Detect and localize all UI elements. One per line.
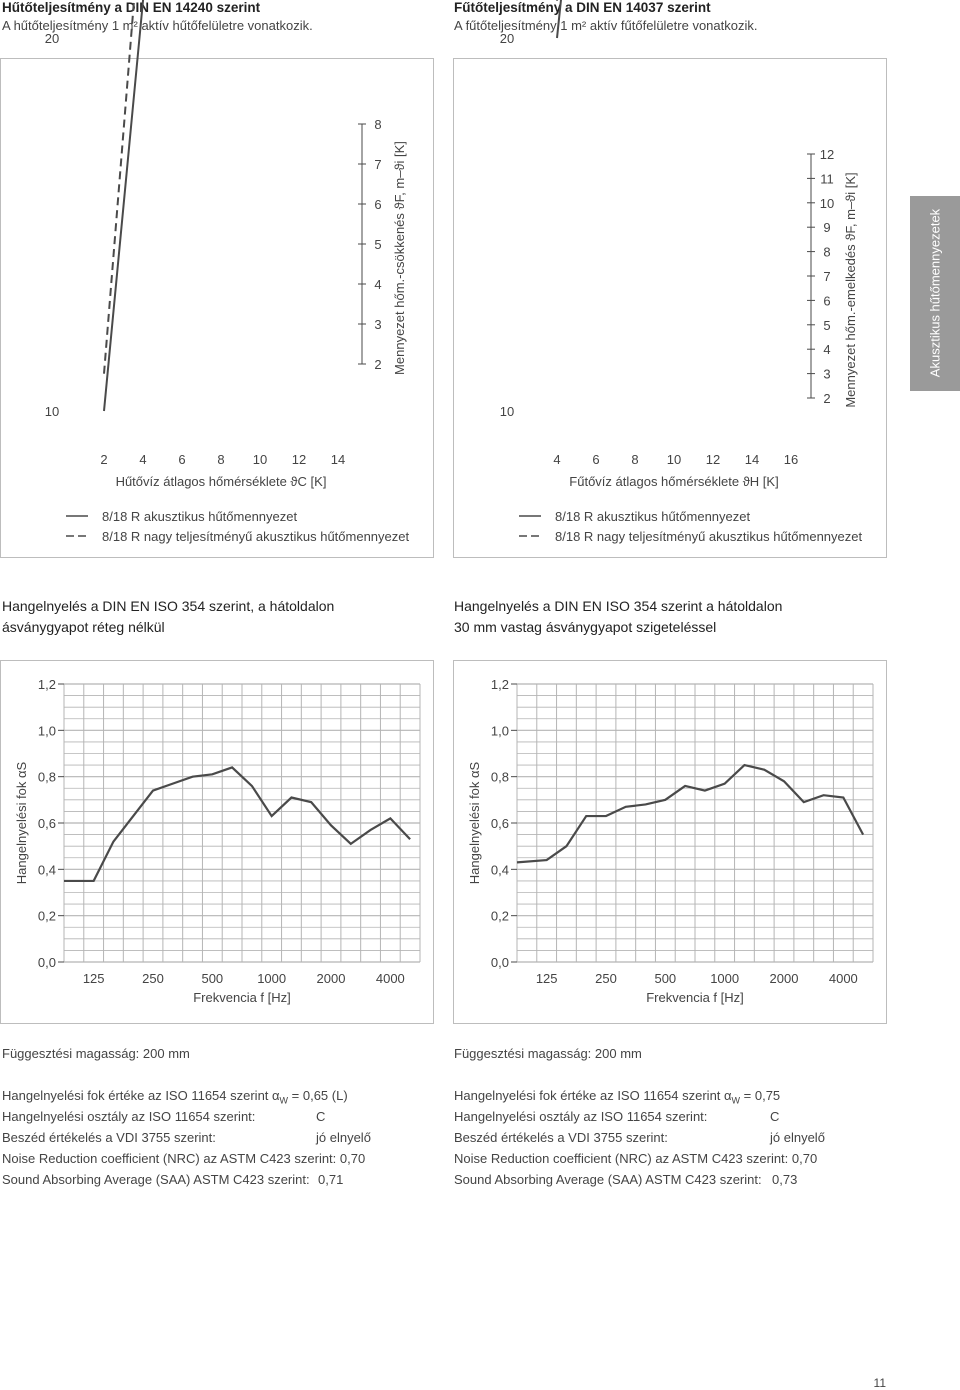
left-heat-title: Hűtőteljesítmény a DIN EN 14240 szerint — [2, 0, 261, 15]
x-tick-label: 500 — [201, 971, 224, 986]
absorption-line — [64, 767, 410, 881]
x-axis-title: Hűtővíz átlagos hőmérséklete ϑC [K] — [115, 474, 327, 489]
y2-tick-label: 6 — [823, 293, 831, 309]
x-tick-label: 10 — [252, 452, 268, 467]
y-tick-label: 0,2 — [490, 908, 509, 924]
spec-value: = 0,75 — [740, 1088, 781, 1103]
left-heat-subtitle: A hűtőteljesítmény 1 m² aktív hűtőfelületre vonatkozik. — [2, 18, 313, 33]
legend-label: 8/18 R akusztikus hűtőmennyezet — [102, 509, 298, 524]
legend-label: 8/18 R akusztikus hűtőmennyezet — [555, 509, 751, 524]
x-tick-label: 4000 — [828, 971, 858, 986]
x-tick-label: 14 — [330, 452, 346, 467]
y-tick-label: 1,2 — [490, 677, 509, 692]
y-axis-title: Hangelnyelési fok αS — [467, 761, 482, 885]
y-tick-label: 1,2 — [37, 677, 56, 692]
y2-tick-label: 3 — [823, 366, 831, 382]
left-acoustic-title-line2: ásványgyapot réteg nélkül — [2, 619, 165, 635]
y-tick-label: 0,0 — [490, 955, 509, 970]
spec-subscript: W — [731, 1095, 741, 1106]
left-heat-lines — [104, 0, 365, 411]
x-tick-label: 2000 — [316, 971, 346, 986]
x-axis-title: Frekvencia f [Hz] — [646, 990, 744, 1005]
y-tick-label: 1,0 — [490, 723, 509, 739]
page-number: 11 — [873, 1376, 886, 1390]
spec-value: jó elnyelő — [770, 1130, 825, 1145]
spec-value: C — [770, 1109, 780, 1124]
spec-label: Beszéd értékelés a VDI 3755 szerint: — [454, 1130, 668, 1145]
y2-tick-label: 7 — [374, 157, 382, 172]
y2-tick-label: 8 — [823, 244, 831, 260]
y2-tick-label: 5 — [374, 237, 382, 252]
spec-value: = 0,65 (L) — [288, 1088, 348, 1103]
y2-tick-label: 12 — [819, 147, 835, 162]
series-line-dashed — [104, 0, 338, 374]
y2-axis-title: Mennyezet hőm.-emelkedés ϑF, m–ϑi [K] — [843, 172, 858, 408]
x-tick-label: 14 — [744, 452, 760, 467]
x-tick-label: 250 — [142, 971, 164, 986]
y-tick-label: 1,0 — [37, 723, 56, 739]
right-heat-chart — [453, 31, 885, 556]
left-acoustic-grid — [64, 684, 420, 962]
y2-tick-label: 2 — [374, 357, 382, 372]
y-tick-label: 10 — [499, 404, 515, 419]
y-tick-label: 0,4 — [490, 862, 509, 878]
y2-tick-label: 5 — [823, 317, 831, 333]
y-tick-label: 20 — [44, 31, 60, 46]
y2-tick-label: 10 — [819, 195, 835, 211]
x-tick-label: 8 — [217, 452, 225, 467]
x-tick-label: 12 — [291, 452, 307, 467]
y2-tick-label: 7 — [823, 269, 831, 284]
spec-label: Hangelnyelési osztály az ISO 11654 szerint: — [2, 1109, 256, 1124]
y2-tick-label: 8 — [374, 117, 382, 132]
right-heat-title: Fűtőteljesítmény a DIN EN 14037 szerint — [454, 0, 711, 15]
spec-value: 0,71 — [318, 1172, 344, 1187]
left-heat-yticks — [45, 0, 59, 419]
x-tick-label: 4 — [553, 452, 561, 467]
y2-tick-label: 2 — [823, 391, 831, 406]
right-spec-row — [454, 1088, 780, 1106]
spec-label: Hangelnyelési fok értéke az ISO 11654 szerint α — [2, 1088, 280, 1103]
spec-value: C — [316, 1109, 326, 1124]
y-tick-label: 0,4 — [37, 862, 56, 878]
x-tick-label: 2000 — [769, 971, 799, 986]
spec-value: 0,70 — [791, 1151, 818, 1166]
x-axis-title: Fűtővíz átlagos hőmérséklete ϑH [K] — [569, 474, 779, 489]
y2-tick-label: 4 — [823, 342, 831, 358]
y-tick-label: 0,6 — [490, 816, 509, 831]
y-tick-label: 0,2 — [37, 908, 56, 924]
right-spec-row — [454, 1172, 798, 1187]
y2-tick-label: 6 — [374, 197, 382, 212]
y-tick-label: 0,0 — [37, 955, 56, 970]
right-acoustic-title-line1: Hangelnyelés a DIN EN ISO 354 szerint a hátoldalon — [454, 598, 783, 614]
y-axis-title: Hangelnyelési fok αS — [14, 761, 29, 885]
x-tick-label: 16 — [783, 452, 799, 467]
right-acoustic-ticks — [467, 677, 858, 1005]
left-acoustic-chart — [0, 660, 432, 1022]
right-heat-y2ticks — [807, 147, 858, 408]
legend-label: 8/18 R nagy teljesítményű akusztikus hűtőmennyezet — [555, 529, 863, 544]
x-tick-label: 1000 — [257, 971, 287, 986]
x-tick-label: 125 — [82, 971, 105, 986]
legend-label: 8/18 R nagy teljesítményű akusztikus hűtőmennyezet — [102, 529, 410, 544]
left-heat-legend — [66, 509, 410, 544]
sidebar-tab-label: Akusztikus hűtőmennyezetek — [927, 208, 943, 378]
right-heat-subtitle: A fűtőteljesítmény 1 m² aktív fűtőfelületre vonatkozik. — [454, 18, 758, 33]
spec-label: Beszéd értékelés a VDI 3755 szerint: — [2, 1130, 216, 1145]
left-heat-y2ticks — [358, 117, 407, 375]
left-acoustic-title-line1: Hangelnyelés a DIN EN ISO 354 szerint, a hátoldalon — [2, 598, 335, 614]
right-acoustic-grid — [517, 684, 873, 962]
right-spec-row — [454, 1109, 780, 1124]
left-spec-row — [2, 1088, 348, 1106]
absorption-line — [517, 765, 863, 862]
y-tick-label: 20 — [499, 31, 515, 46]
right-suspension-height: Függesztési magasság: 200 mm — [454, 1046, 642, 1061]
x-tick-label: 12 — [705, 452, 721, 467]
left-heat-xticks — [100, 452, 345, 467]
left-suspension-height: Függesztési magasság: 200 mm — [2, 1046, 190, 1061]
spec-label: Noise Reduction coefficient (NRC) az ASTM C423 szerint: — [454, 1151, 789, 1166]
right-spec-row — [454, 1130, 825, 1145]
right-heat-xticks — [553, 452, 798, 467]
x-tick-label: 500 — [654, 971, 677, 986]
x-axis-title: Frekvencia f [Hz] — [193, 990, 291, 1005]
left-spec-row — [2, 1130, 371, 1145]
left-spec-row — [2, 1172, 344, 1187]
x-tick-label: 10 — [666, 452, 682, 467]
right-heat-yticks — [500, 0, 514, 419]
x-tick-label: 4000 — [375, 971, 405, 986]
y2-tick-label: 11 — [820, 171, 834, 187]
x-tick-label: 250 — [595, 971, 617, 986]
spec-subscript: W — [279, 1095, 289, 1106]
right-spec-row — [454, 1151, 817, 1166]
y2-axis-title: Mennyezet hőm.-csökkenés ϑF, m–ϑi [K] — [392, 141, 407, 375]
y2-tick-label: 4 — [374, 277, 382, 292]
spec-value: 0,73 — [772, 1172, 798, 1187]
y2-tick-label: 9 — [823, 220, 831, 236]
sidebar-tab — [910, 196, 960, 391]
spec-label: Sound Absorbing Average (SAA) ASTM C423 szerint: — [454, 1172, 762, 1187]
y-tick-label: 0,6 — [37, 816, 56, 831]
y2-tick-label: 3 — [374, 317, 382, 332]
right-heat-legend — [519, 509, 863, 544]
spec-label: Noise Reduction coefficient (NRC) az ASTM C423 szerint: — [2, 1151, 337, 1166]
right-acoustic-chart — [453, 660, 885, 1022]
spec-value: jó elnyelő — [316, 1130, 371, 1145]
spec-label: Hangelnyelési osztály az ISO 11654 szerint: — [454, 1109, 708, 1124]
left-spec-row — [2, 1109, 326, 1124]
spec-label: Hangelnyelési fok értéke az ISO 11654 szerint α — [454, 1088, 732, 1103]
y-tick-label: 0,8 — [490, 769, 509, 785]
x-tick-label: 125 — [535, 971, 558, 986]
left-acoustic-line — [64, 767, 410, 881]
right-acoustic-line — [517, 765, 863, 862]
x-tick-label: 8 — [631, 452, 639, 467]
x-tick-label: 1000 — [710, 971, 740, 986]
series-line-solid — [104, 0, 365, 411]
x-tick-label: 2 — [100, 452, 108, 467]
left-heat-chart — [0, 31, 432, 556]
left-spec-row — [2, 1151, 365, 1166]
spec-label: Sound Absorbing Average (SAA) ASTM C423 szerint: — [2, 1172, 310, 1187]
y-tick-label: 10 — [44, 404, 60, 419]
y-tick-label: 0,8 — [37, 769, 56, 785]
right-acoustic-title-line2: 30 mm vastag ásványgyapot szigeteléssel — [454, 619, 717, 635]
spec-value: 0,70 — [339, 1151, 366, 1166]
x-tick-label: 6 — [592, 452, 600, 467]
x-tick-label: 6 — [178, 452, 186, 467]
x-tick-label: 4 — [139, 452, 147, 467]
